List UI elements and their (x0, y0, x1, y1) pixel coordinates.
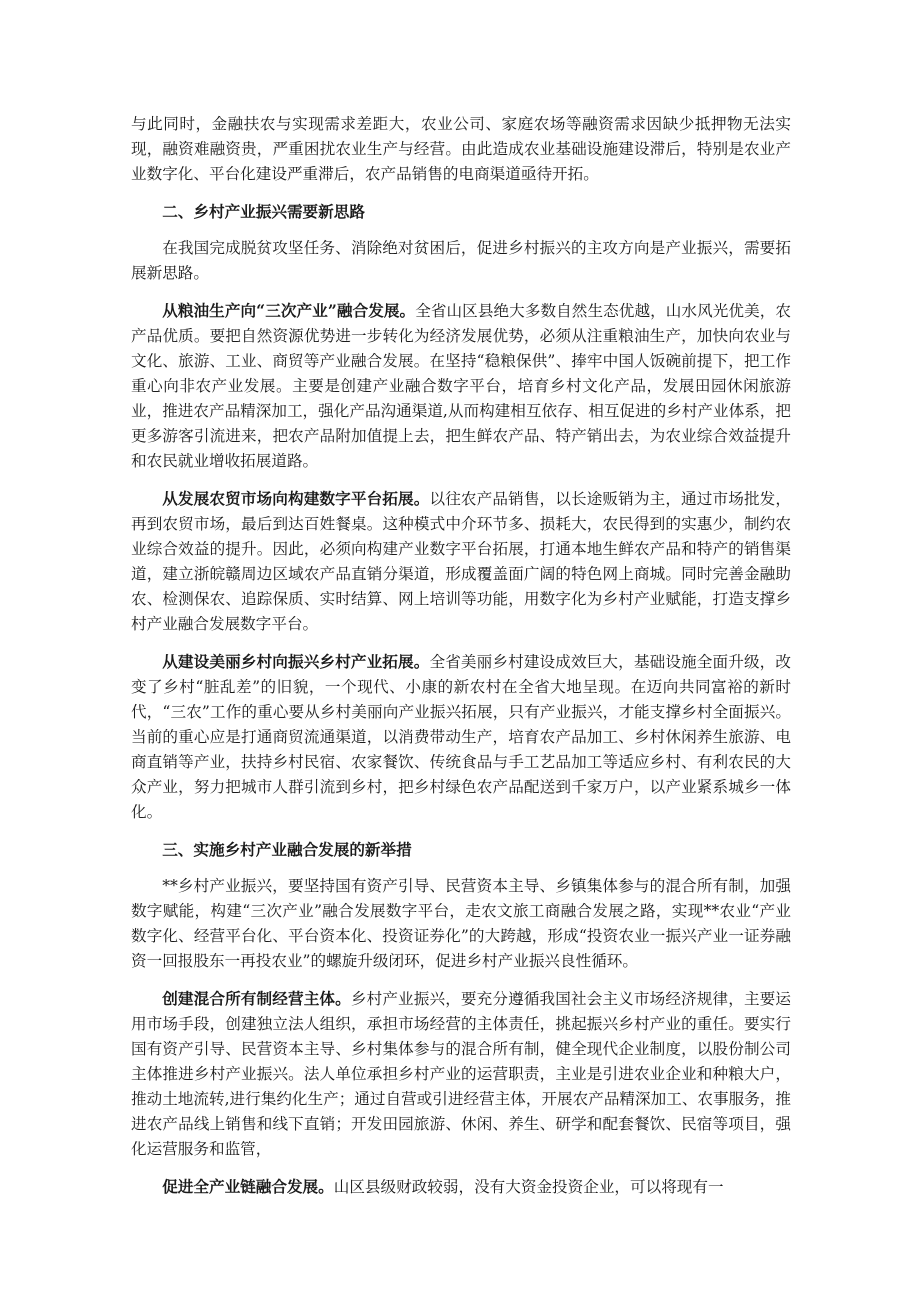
paragraph-new-thinking: 在我国完成脱贫攻坚任务、消除绝对贫困后，促进乡村振兴的主攻方向是产业振兴，需要拓展新思路。 (131, 239, 791, 282)
paragraph-body: 以往农产品销售，以长途贩销为主，通过市场批发，再到农贸市场，最后到达百姓餐桌。这种模式中介环节多、损耗大，农民得到的实惠少，制约农业综合效益的提升。因此，必须向构建产业数字平台拓展，打通本地生鲜农产品和特产的销售渠道，建立浙皖赣周边区域农产品直销分渠道，形成覆盖面广阔的特色网上商城。同时完善金融助农、检测保农、追踪保质、实时结算、网上培训等功能，用数字化为乡村产业赋能，打造支撑乡村产业融合发展数字平台。 (131, 490, 791, 633)
paragraph-body: 乡村产业振兴，要充分遵循我国社会主义市场经济规律，主要运用市场手段，创建独立法人组织，承担市场经营的主体责任，挑起振兴乡村产业的重任。要实行国有资产引导、民营资本主导、乡村集体参与的混合所有制，健全现代企业制度，以股份制公司主体推进乡村产业振兴。法人单位承担乡村产业的运营职责，主业是引进农业企业和种粮大户，推动土地流转,进行集约化生产；通过自营或引进经营主体，开展农产品精深加工、农事服务，推进农产品线上销售和线下直销；开发田园旅游、休闲、养生、研学和配套餐饮、民宿等项目，强化运营服务和监管， (131, 990, 791, 1158)
section-heading-3: 三、实施乡村产业融合发展的新举措 (162, 840, 412, 859)
paragraph-lead: 促进全产业链融合发展。 (162, 1177, 334, 1196)
paragraph-mixed-ownership-intro: **乡村产业振兴，要坚持国有资产引导、民营资本主导、乡镇集体参与的混合所有制，加强数字赋能，构建“三次产业”融合发展数字平台，走农文旅工商融合发展之路，实现**农业“产业数字化、经营平台化、平台资本化、投资证券化”的大跨越，形成“投资农业一振兴产业一证券融资一回报股东一再投农业”的螺旋升级闭环，促进乡村产业振兴良性循环。 (131, 877, 791, 970)
paragraph-three-industries (131, 298, 791, 474)
paragraph-beautiful-village (131, 649, 791, 825)
paragraph-financing-gap: 与此同时，金融扶农与实现需求差距大，农业公司、家庭农场等融资需求因缺少抵押物无法实现，融资难融资贵，严重困扰农业生产与经营。由此造成农业基础设施建设滞后，特别是农业产业数字化、平台化建设严重滞后，农产品销售的电商渠道亟待开拓。 (131, 115, 791, 183)
paragraph-full-industry-chain (131, 1174, 791, 1200)
paragraph-body: 山区县级财政较弱，没有大资金投资企业，可以将现有一 (333, 1178, 724, 1196)
paragraph-lead: 创建混合所有制经营主体。 (162, 989, 351, 1008)
paragraph-mixed-ownership-entity (131, 986, 791, 1162)
paragraph-body: 全省美丽乡村建设成效巨大，基础设施全面升级，改变了乡村“脏乱差”的旧貌，一个现代、小康的新农村在全省大地呈现。在迈向共同富裕的新时代，“三农”工作的重心要从乡村美丽向产业振兴拓展，只有产业振兴，才能支撑乡村全面振兴。当前的重心应是打通商贸流通渠道，以消费带动生产，培育农产品加工、乡村休闲养生旅游、电商直销等产业，扶持乡村民宿、农家餐饮、传统食品与手工艺品加工等适应乡村、有利农民的大众产业，努力把城市人群引流到乡村，把乡村绿色农产品配送到千家万户，以产业紧系城乡一体化。 (131, 653, 791, 821)
paragraph-lead: 从建设美丽乡村向振兴乡村产业拓展。 (162, 652, 430, 671)
paragraph-lead: 从发展农贸市场向构建数字平台拓展。 (162, 489, 430, 508)
paragraph-lead: 从粮油生产向“三次产业”融合发展。 (162, 301, 416, 320)
document-page (131, 112, 791, 1200)
paragraph-body: 全省山区县绝大多数自然生态优越，山水风光优美，农产品优质。要把自然资源优势进一步转化为经济发展优势，必须从注重粮油生产，加快向农业与文化、旅游、工业、商贸等产业融合发展。在坚持“稳粮保供”、捧牢中国人饭碗前提下，把工作重心向非农产业发展。主要是创建产业融合数字平台，培育乡村文化产品，发展田园休闲旅游业，推进农产品精深加工，强化产品沟通渠道,从而构建相互依存、相互促进的乡村产业体系，把更多游客引流进来，把农产品附加值提上去，把生鲜农产品、特产销出去，为农业综合效益提升和农民就业增收拓展道路。 (131, 302, 791, 470)
section-heading-2: 二、乡村产业振兴需要新思路 (162, 202, 365, 221)
paragraph-digital-platform (131, 486, 791, 637)
